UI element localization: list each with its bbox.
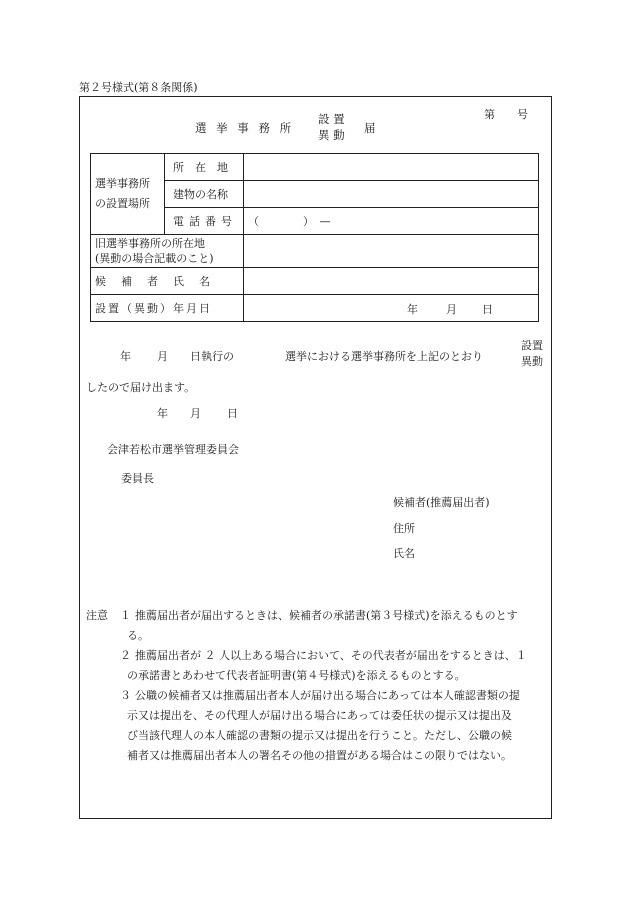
- submission-day: 日: [227, 407, 238, 420]
- phone-label: 電話番号: [165, 208, 244, 235]
- table-row: [91, 235, 539, 268]
- address-field[interactable]: [244, 154, 539, 181]
- group-label-line: 選挙事務所: [95, 177, 150, 190]
- office-location-group-label: [91, 154, 165, 235]
- applicant-label: 候補者(推薦届出者): [393, 496, 490, 509]
- note-3-line: 示又は提出を、その代理人が届け出る場合にあっては委任状の提示又は提出及: [127, 709, 512, 722]
- building-name-field[interactable]: [244, 181, 539, 208]
- submission-year: 年: [157, 407, 168, 420]
- note-number: １: [120, 609, 131, 622]
- statement-text-2: したので届け出ます。: [86, 381, 196, 394]
- phone-field[interactable]: （ ） —: [244, 208, 539, 235]
- note-number: ３: [120, 689, 131, 702]
- registration-table: [90, 153, 539, 322]
- note-number: ２: [120, 649, 131, 662]
- applicant-address-label: 住所: [393, 522, 415, 535]
- note-2-line: 推薦届出者が ２ 人以上ある場合において、その代表者が届出をするときは、１: [135, 649, 527, 662]
- title-option-change: 異 動: [318, 128, 345, 142]
- title-suffix: 届: [364, 121, 376, 135]
- address-label: 所 在 地: [165, 154, 244, 181]
- note-2-line: の承諾書とあわせて代表者証明書(第４号様式)を添えるものとする。: [127, 669, 466, 682]
- chairperson: 委員長: [121, 472, 154, 485]
- previous-address-label-line: 旧選挙事務所の所在地: [95, 237, 205, 250]
- statement-text: 選挙における選挙事務所を上記のとおり: [285, 350, 483, 363]
- notes-heading: 注意: [86, 609, 108, 622]
- date-year: 年: [407, 303, 418, 316]
- note-3-line: 補者又は推薦届出者本人の署名その他の措置がある場合はこの限りではない。: [127, 749, 512, 762]
- number-dai: 第: [484, 108, 495, 121]
- option-setup: 設置: [521, 339, 543, 352]
- election-month: 月: [157, 350, 168, 363]
- note-1-line: 推薦届出者が届出するときは、候補者の承諾書(第３号様式)を添えるものとす: [135, 609, 518, 622]
- addressee: 会津若松市選挙管理委員会: [107, 443, 239, 456]
- table-row: [91, 268, 539, 295]
- applicant-name-label: 氏名: [393, 547, 415, 560]
- number-go: 号: [517, 108, 528, 121]
- table-row: [91, 295, 539, 322]
- title-option-setup: 設 置: [318, 112, 345, 126]
- previous-address-field[interactable]: [244, 235, 539, 268]
- table-row: [91, 154, 539, 181]
- date-day: 日: [482, 303, 493, 316]
- election-day-text: 日執行の: [190, 350, 234, 363]
- submission-month: 月: [190, 407, 201, 420]
- previous-address-label: [91, 235, 244, 268]
- building-name-label: 建物の名称: [165, 181, 244, 208]
- note-3-line: び当該代理人の本人確認の書類の提示又は提出を行うこと。ただし、公職の候: [127, 729, 512, 742]
- candidate-name-field[interactable]: [244, 268, 539, 295]
- previous-address-label-line: (異動の場合記載のこと): [95, 252, 214, 265]
- form-reference: 第２号様式(第８条関係): [79, 81, 198, 94]
- note-1-line: る。: [127, 629, 149, 642]
- setup-date-field[interactable]: [244, 295, 539, 322]
- form-title: 選 挙 事 務 所: [195, 121, 295, 135]
- setup-date-label: 設置（異動）年月日: [91, 295, 244, 322]
- election-year: 年: [120, 350, 131, 363]
- note-3-line: 公職の候補者又は推薦届出者本人が届け出る場合にあっては本人確認書類の提: [135, 689, 520, 702]
- candidate-name-label: 候 補 者 氏 名: [91, 268, 244, 295]
- group-label-line: の設置場所: [95, 197, 150, 210]
- option-change: 異動: [521, 355, 543, 368]
- date-month: 月: [446, 303, 457, 316]
